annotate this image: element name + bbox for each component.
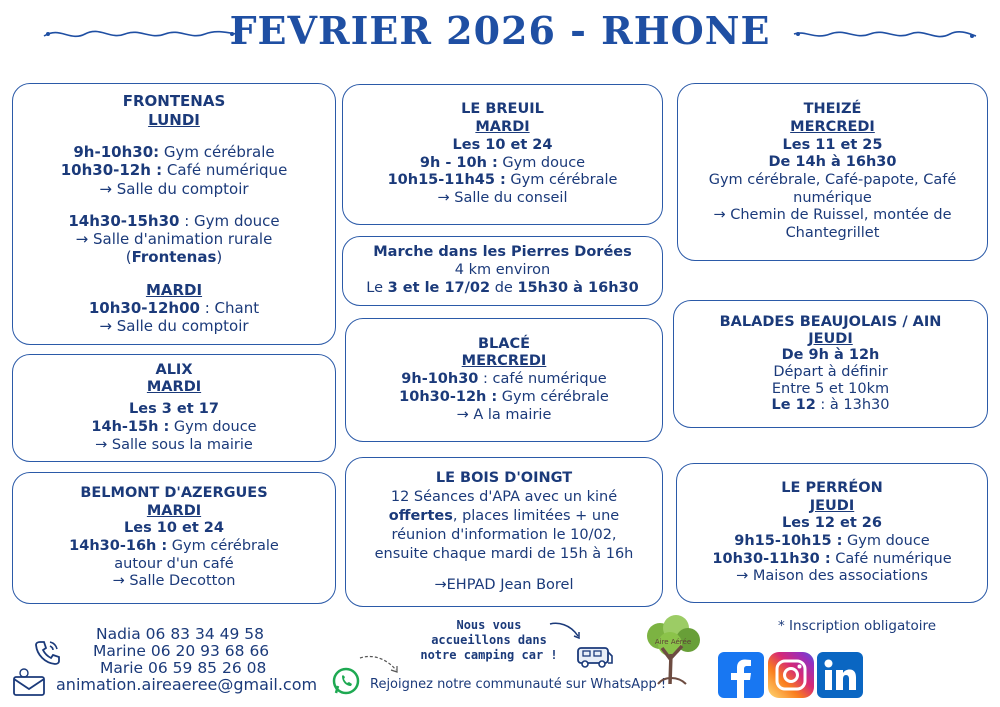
frontenas-location-2: → Salle d'animation rurale xyxy=(75,230,273,249)
marche-name: Marche dans les Pierres Dorées xyxy=(373,244,632,261)
belmont-activity-1: Gym cérébrale xyxy=(167,538,279,554)
perreon-activity-2: Café numérique xyxy=(830,550,952,567)
bois-line-2: , places limitées + une xyxy=(452,508,620,525)
theize-hours: De 14h à 16h30 xyxy=(768,154,897,171)
marche-hours: 15h30 à 16h30 xyxy=(517,279,639,296)
card-balades xyxy=(673,300,988,428)
perreon-name: LE PERRÉON xyxy=(781,479,883,496)
bois-location: →EHPAD Jean Borel xyxy=(434,576,574,593)
frontenas-time-2: 10h30-12h : xyxy=(60,161,163,180)
frontenas-time-1: 9h-10h30: xyxy=(73,142,160,161)
perreon-location: → Maison des associations xyxy=(736,568,928,585)
breuil-dates: Les 10 et 24 xyxy=(452,136,553,153)
frontenas-activity-2: Café numérique xyxy=(162,161,288,180)
blace-location: → A la mairie xyxy=(456,406,552,423)
marche-distance: 4 km environ xyxy=(454,262,551,279)
perreon-activity-1: Gym douce xyxy=(842,533,930,549)
instagram-icon[interactable] xyxy=(768,652,814,698)
frontenas-location-1: → Salle du comptoir xyxy=(99,179,249,198)
camping-line-2: accueillons dans xyxy=(431,633,547,647)
perreon-day: JEUDI xyxy=(809,497,855,514)
balades-departure: Départ à définir xyxy=(773,364,888,380)
phone-icon xyxy=(32,637,62,667)
card-le-perreon xyxy=(676,463,988,603)
belmont-activity-1-cont: autour d'un café xyxy=(114,555,234,572)
bois-line-3: réunion d'information le 10/02, xyxy=(391,527,617,543)
email-icon xyxy=(12,667,48,697)
frontenas-day-tuesday: MARDI xyxy=(145,280,203,299)
inscription-note: * Inscription obligatoire xyxy=(778,618,937,634)
blace-time-2: 10h30-12h : xyxy=(399,388,498,405)
breuil-day: MARDI xyxy=(475,119,530,136)
perreon-dates: Les 12 et 26 xyxy=(782,515,882,532)
alix-time-1: 14h-15h : xyxy=(91,418,170,435)
card-alix xyxy=(12,354,336,462)
blace-name: BLACÉ xyxy=(477,335,531,352)
whatsapp-icon[interactable] xyxy=(331,666,361,696)
bois-line-1: 12 Séances d'APA avec un kiné xyxy=(390,489,618,506)
balades-date: Le 12 xyxy=(771,397,816,414)
breuil-activity-1: Gym douce xyxy=(497,154,586,171)
frontenas-location-3: → Salle du comptoir xyxy=(99,317,249,336)
breuil-location: → Salle du conseil xyxy=(437,189,568,206)
bois-name: LE BOIS D'OINGT xyxy=(435,470,573,487)
theize-activities-2: numérique xyxy=(793,189,872,206)
contact-email[interactable]: animation.aireaeree@gmail.com xyxy=(56,675,318,694)
blace-activity-2: Gym cérébrale xyxy=(497,388,609,405)
alix-location: → Salle sous la mairie xyxy=(95,436,253,453)
balades-distance: Entre 5 et 10km xyxy=(771,380,890,397)
theize-activities-1: Gym cérébrale, Café-papote, Café xyxy=(708,172,957,188)
frontenas-activity-4: : Chant xyxy=(199,299,260,318)
hand-drawn-arrow-icon xyxy=(358,654,402,676)
contact-marie: Marie 06 59 85 26 08 xyxy=(100,659,267,677)
alix-day: MARDI xyxy=(146,379,202,396)
blace-activity-1: : café numérique xyxy=(478,371,607,388)
card-theize xyxy=(677,83,988,261)
marche-dates: 3 et le 17/02 xyxy=(387,279,491,296)
card-frontenas xyxy=(12,83,336,345)
blace-time-1: 9h-10h30 xyxy=(401,371,479,388)
theize-day: MERCREDI xyxy=(790,118,875,135)
logo-text: Aire Aérée xyxy=(654,638,692,646)
perreon-time-1: 9h15-10h15 : xyxy=(734,533,843,549)
balades-hours: De 9h à 12h xyxy=(781,347,880,364)
bois-line-4: ensuite chaque mardi de 15h à 16h xyxy=(374,545,634,562)
breuil-name: LE BREUIL xyxy=(461,101,544,118)
belmont-location: → Salle Decotton xyxy=(112,573,236,590)
frontenas-time-4: 10h30-12h00 xyxy=(88,299,200,318)
contact-nadia: Nadia 06 83 34 49 58 xyxy=(96,625,264,643)
page-title: FEVRIER 2026 - RHONE xyxy=(229,8,771,53)
blace-day: MERCREDI xyxy=(461,353,547,370)
theize-name: THEIZÉ xyxy=(803,101,862,118)
marche-dates-prefix: Le xyxy=(366,279,388,296)
facebook-icon[interactable] xyxy=(718,652,764,698)
camping-message xyxy=(414,618,564,663)
campervan-icon xyxy=(575,642,615,670)
belmont-day: MARDI xyxy=(146,502,202,519)
theize-dates: Les 11 et 25 xyxy=(782,136,883,153)
breuil-activity-2: Gym cérébrale xyxy=(505,172,618,189)
belmont-dates: Les 10 et 24 xyxy=(124,520,224,537)
balades-name: BALADES BEAUJOLAIS / AIN xyxy=(719,313,942,330)
belmont-time-1: 14h30-16h : xyxy=(69,538,168,554)
curved-arrow-icon xyxy=(548,620,588,644)
linkedin-icon[interactable] xyxy=(817,652,863,698)
marche-hours-prefix: de xyxy=(490,279,518,296)
frontenas-time-3: 14h30-15h30 xyxy=(68,211,180,230)
paren-open: ( xyxy=(125,248,132,267)
frontenas-day-monday: LUNDI xyxy=(148,110,200,129)
bois-offered: offertes xyxy=(388,508,453,525)
frontenas-name: FRONTENAS xyxy=(122,92,226,111)
theize-location-1: → Chemin de Ruissel, montée de xyxy=(713,207,952,224)
card-blace xyxy=(345,318,663,442)
breuil-time-2: 10h15-11h45 : xyxy=(387,172,506,189)
theize-location-2: Chantegrillet xyxy=(785,225,880,242)
perreon-time-2: 10h30-11h30 : xyxy=(712,550,831,567)
frontenas-activity-3: : Gym douce xyxy=(179,211,280,230)
alix-dates: Les 3 et 17 xyxy=(129,401,219,418)
paren-close: ) xyxy=(216,248,223,267)
card-belmont xyxy=(12,472,336,604)
contact-marine: Marine 06 20 93 68 66 xyxy=(93,642,270,660)
right-flourish xyxy=(790,24,980,44)
alix-name: ALIX xyxy=(155,361,193,378)
card-bois-doingt xyxy=(345,457,663,607)
whatsapp-message[interactable]: Rejoignez notre communauté sur WhatsApp ! xyxy=(370,677,667,692)
balades-day: JEUDI xyxy=(808,330,853,347)
belmont-name: BELMONT D'AZERGUES xyxy=(80,484,268,501)
card-marche xyxy=(342,236,663,306)
card-le-breuil xyxy=(342,84,663,225)
balades-time: : à 13h30 xyxy=(815,397,890,414)
alix-activity-1: Gym douce xyxy=(169,418,257,435)
camping-line-3: notre camping car ! xyxy=(420,648,558,662)
frontenas-activity-1: Gym cérébrale xyxy=(159,142,275,161)
frontenas-town: Frontenas xyxy=(131,248,217,267)
breuil-time-1: 9h - 10h : xyxy=(419,154,498,171)
camping-line-1: Nous vous xyxy=(456,618,522,632)
tree-logo-icon xyxy=(640,614,706,686)
